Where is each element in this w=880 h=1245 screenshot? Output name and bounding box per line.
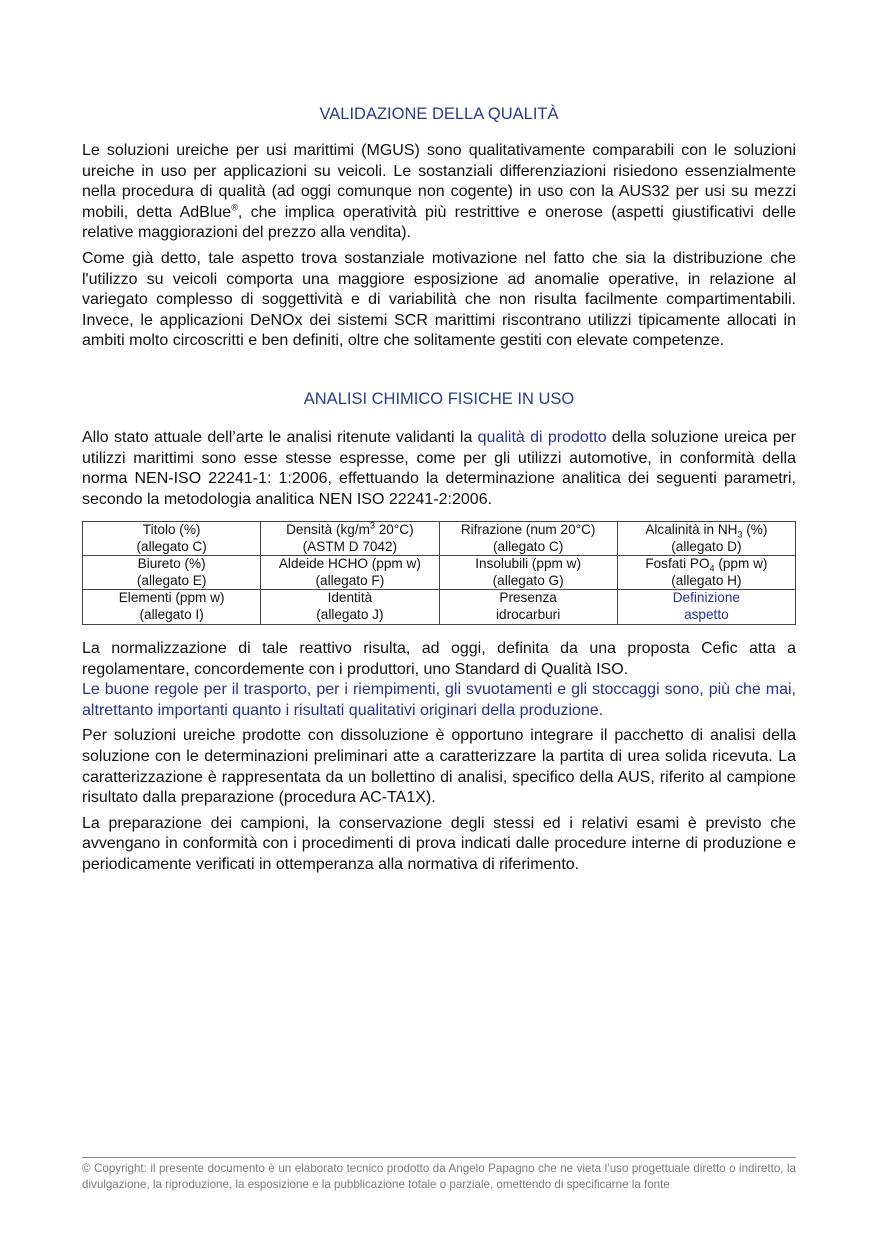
paragraph-6: Per soluzioni ureiche prodotte con dissoluzione è opportuno integrare il pacchetto di analisi della soluzione con le determinazioni preliminari atte a caratterizzare la partita di urea solida ricevuta. La caratterizzazione è rappresentata da un bollettino di analisi, specifico della AUS, riferito al campione risultato dalla preparazione (procedura AC-TA1X). xyxy=(82,727,796,807)
table-cell: Elementi (ppm w) (allegato I) xyxy=(83,590,261,624)
section-heading-analisi: ANALISI CHIMICO FISICHE IN USO xyxy=(303,390,575,408)
footer-divider xyxy=(82,1157,796,1158)
section-heading-validazione: VALIDAZIONE DELLA QUALITÀ xyxy=(319,105,559,123)
table-cell: Fosfati $PO_4$ (ppm w) (allegato H) xyxy=(617,556,795,590)
table-cell: Insolubili (ppm w) (allegato G) xyxy=(439,556,617,590)
table-row xyxy=(83,522,796,556)
section-analisi-body xyxy=(82,639,796,876)
table-row xyxy=(83,556,796,590)
paragraph-7: La preparazione dei campioni, la conservazione degli stessi ed i relativi esami è previsto che avvengano in conformità con i procedimenti di prova indicati dalle procedure interne di produzione e periodicamente verificati in ottemperanza alla normativa di riferimento. xyxy=(82,814,796,873)
highlight-qualita-prodotto: qualità di prodotto xyxy=(477,429,607,446)
table-cell: Aldeide HCHO (ppm w) (allegato F) xyxy=(261,556,439,590)
paragraph-5: Le buone regole per il trasporto, per i riempimenti, gli svuotamenti e gli stoccaggi sono, più che mai, altrettanto importanti quanto i risultati qualitativi originari della produzione. xyxy=(82,681,796,719)
table-row xyxy=(83,590,796,624)
section-validazione-body xyxy=(82,141,796,352)
registered-mark: ® xyxy=(231,202,238,213)
paragraph-2: Come già detto, tale aspetto trova sostanziale motivazione nel fatto che sia la distribuzione che l'utilizzo su veicoli comporta una maggiore esposizione ad anomalie operative, in relazione al variegato complesso di soggettività e di variabilità che non risulta facilmente compartimentabili. Invece, le applicazioni DeNOx dei sistemi SCR marittimi riscontrano utilizzi tipicamente allocati in ambiti molto circoscritti e ben definiti, oltre che solitamente gestiti con elevate competenze. xyxy=(82,249,796,350)
paragraph-3: Allo stato attuale dell’arte le analisi ritenute validanti la qualità di prodotto della soluzione ureica per utilizzi marittimi sono esse stesse espresse, come per gli utilizzi automotive, in conformità della norma NEN-ISO 22241-1: 1:2006, effettuando la determinazione analitica dei seguenti parametri, secondo la metodologia analitica NEN ISO 22241-2:2006. xyxy=(82,429,796,508)
table-cell: Titolo (%) (allegato C) xyxy=(83,522,261,556)
paragraph-4: La normalizzazione di tale reattivo risulta, ad oggi, definita da una proposta Cefic atta a regolamentare, concordemente con i produttori, uno Standard di Qualità ISO. xyxy=(82,640,796,678)
section-analisi-intro xyxy=(82,428,796,510)
table-cell: Presenza idrocarburi xyxy=(439,590,617,624)
table-cell: Definizione aspetto xyxy=(617,590,795,624)
analysis-parameters-table xyxy=(82,521,796,625)
table-cell: Rifrazione (num 20°C) (allegato C) xyxy=(439,522,617,556)
table-cell: Densità ($kg/m^3$ 20°C) (ASTM D 7042) xyxy=(261,522,439,556)
table-cell: Alcalinità in $NH_3$ (%) (allegato D) xyxy=(617,522,795,556)
table-cell: Biureto (%) (allegato E) xyxy=(83,556,261,590)
table-cell: Identità (allegato J) xyxy=(261,590,439,624)
paragraph-1: Le soluzioni ureiche per usi marittimi (MGUS) sono qualitativamente comparabili con le soluzioni ureiche in uso per applicazioni su veicoli. Le sostanziali differenziazioni risiedono essenzialmente nella procedura di qualità (ad oggi comunque non cogente) in uso con la AUS32 per usi su mezzi mobili, detta AdBlue®, che implica operatività più restrittive e onerose (aspetti giustificativi delle relative maggiorazioni del prezzo alla vendita). xyxy=(82,142,796,242)
copyright-footer: © Copyright: il presente documento è un elaborato tecnico prodotto da Angelo Papagno che ne vieta l’uso progettuale diretto o indiretto, la divulgazione, la riproduzione, la esposizione e la pubblicazione totale o parziale, omettendo di specificarne la fonte xyxy=(82,1162,796,1191)
